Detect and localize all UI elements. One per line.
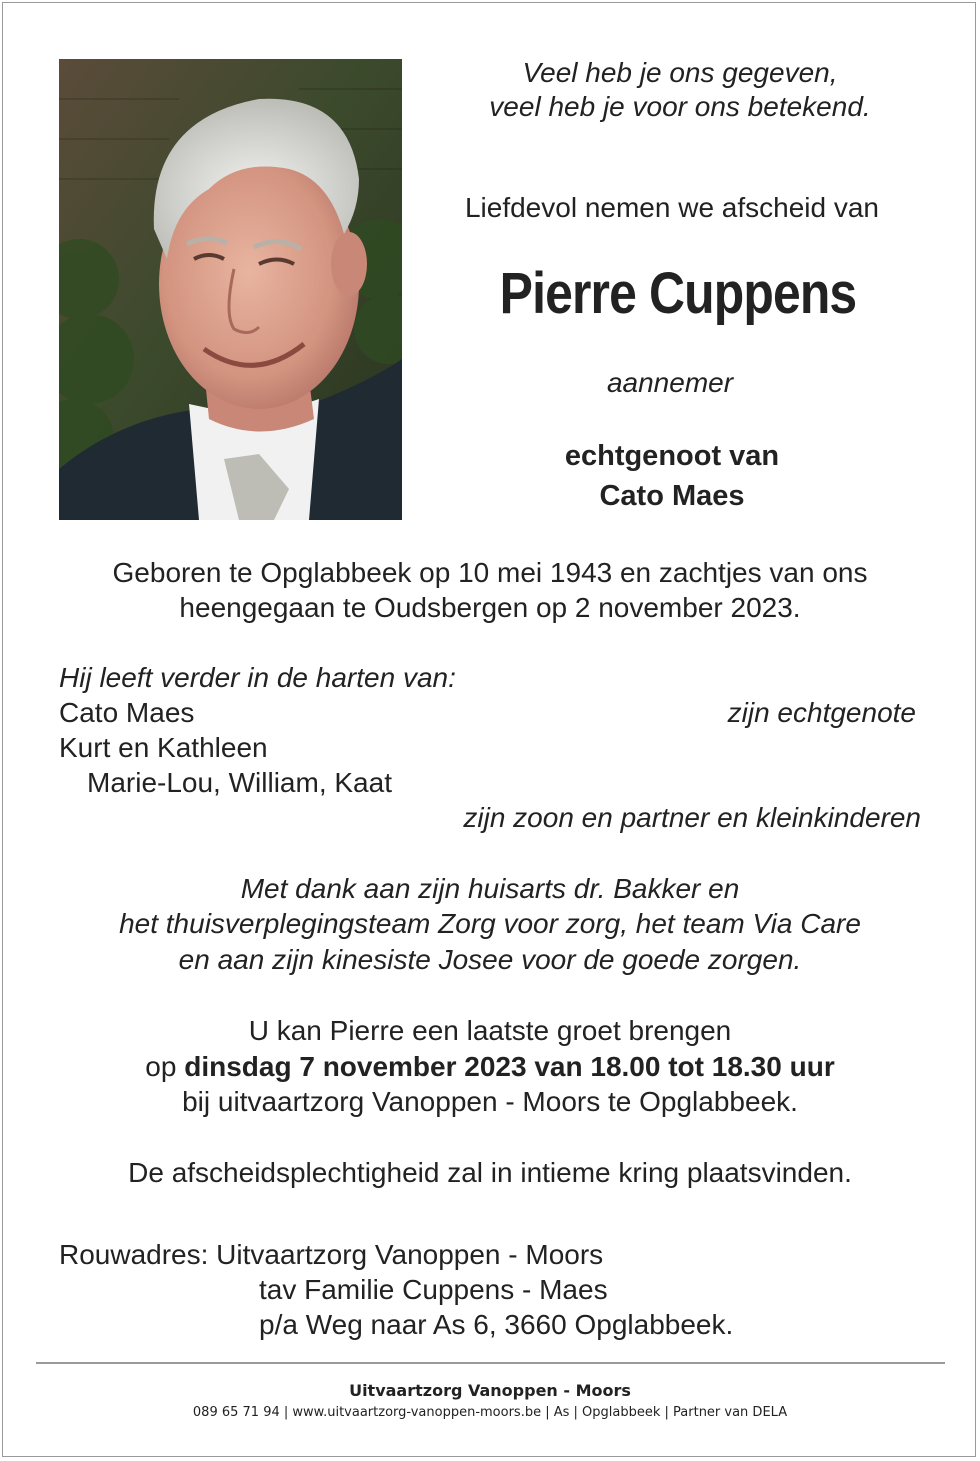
footer-title: Uitvaartzorg Vanoppen - Moors [349,1381,631,1400]
deceased-name: Pierre Cuppens [499,261,857,326]
visitation-line-3: bij uitvaartzorg Vanoppen - Moors te Opglabbeek. [182,1086,798,1117]
survivor-children-relation: zijn zoon en partner en kleinkinderen [463,802,921,833]
address-line-3: p/a Weg naar As 6, 3660 Opglabbeek. [259,1309,734,1340]
survivor-spouse-name: Cato Maes [59,697,195,728]
visitation-line-1: U kan Pierre een laatste groet brengen [248,1015,732,1046]
visitation-line-2 [0,1049,980,1085]
quote-line-1: Veel heb je ons gegeven, [522,57,838,88]
portrait-photo [59,59,402,520]
footer-divider [36,1362,945,1364]
intro-text: Liefdevol nemen we afscheid van [464,192,880,223]
ceremony-text: De afscheidsplechtigheid zal in intieme kring plaatsvinden. [128,1157,852,1188]
birth-death-line-2: heengegaan te Oudsbergen op 2 november 2023. [179,592,801,623]
occupation: aannemer [606,367,734,398]
thanks-line-2: het thuisverplegingsteam Zorg voor zorg, het team Via Care [119,908,861,939]
thanks-line-1: Met dank aan zijn huisarts dr. Bakker en [240,873,740,904]
visitation-datetime: dinsdag 7 november 2023 van 18.00 tot 18.30 uur [184,1051,835,1082]
survivor-children: Kurt en Kathleen [59,732,268,763]
survivors-heading: Hij leeft verder in de harten van: [59,662,456,693]
thanks-line-3: en aan zijn kinesiste Josee voor de goede zorgen. [178,944,802,975]
survivor-grandchildren: Marie-Lou, William, Kaat [87,767,392,798]
spouse-line-2: Cato Maes [599,480,745,512]
spouse-line-1: echtgenoot van [564,440,780,472]
footer-contact: 089 65 71 94 | www.uitvaartzorg-vanoppen-moors.be | As | Opglabbeek | Partner van DELA [192,1405,788,1420]
address-line-1: Rouwadres: Uitvaartzorg Vanoppen - Moors [59,1239,604,1270]
survivor-spouse-relation: zijn echtgenote [727,697,916,728]
quote-line-2: veel heb je voor ons betekend. [489,91,871,122]
portrait-image [59,59,402,520]
visitation-prefix: op [145,1051,185,1082]
address-line-2: tav Familie Cuppens - Maes [259,1274,608,1305]
birth-death-line-1: Geboren te Opglabbeek op 10 mei 1943 en zachtjes van ons [112,557,868,588]
